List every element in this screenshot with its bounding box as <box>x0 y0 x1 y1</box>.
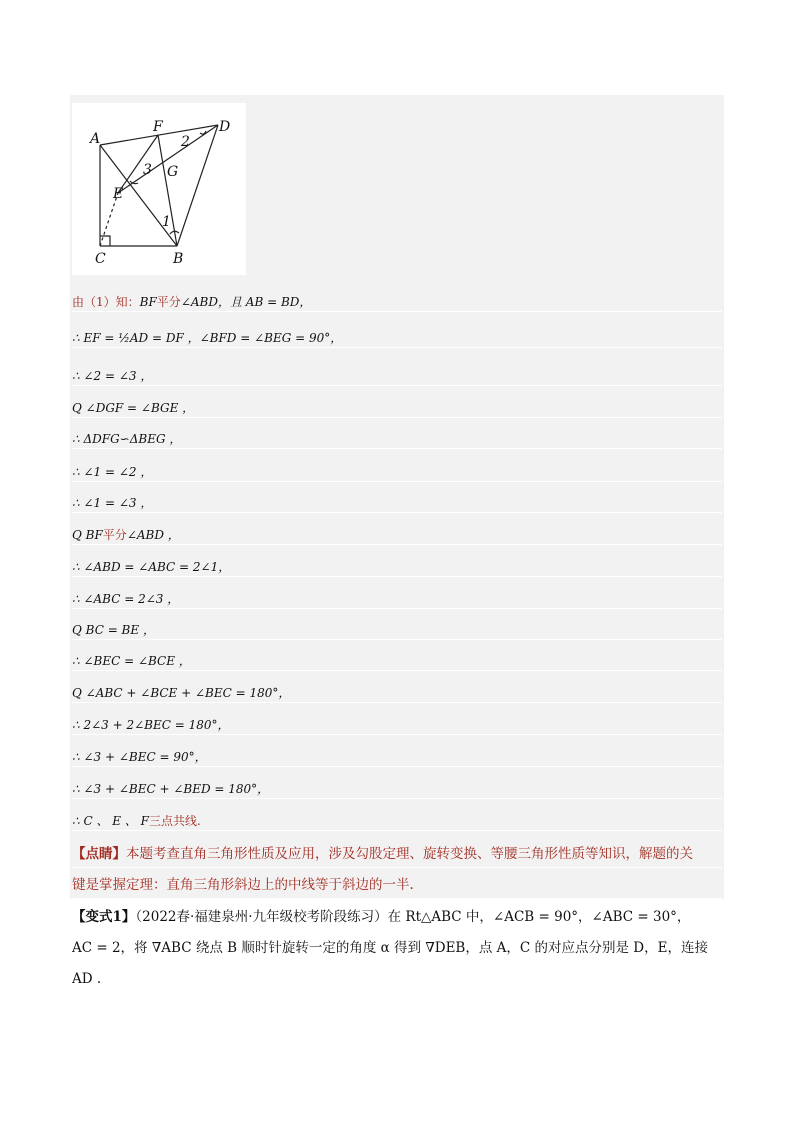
label-A: A <box>90 131 101 147</box>
hint-line-1: 【点睛】本题考查直角三角形性质及应用，涉及勾股定理、旋转变换、等腰三角形性质等知识，解题的关 <box>72 841 722 868</box>
solution-line-12: ∴ ∠BEC = ∠BCE ， <box>72 652 722 671</box>
solution-line-11: Q BC = BE ， <box>72 621 722 640</box>
solution-line-2: ∴ EF = ½AD = DF ，∠BFD = ∠BEG = 90°， <box>72 329 722 348</box>
label-C: C <box>95 251 106 267</box>
solution-line-3: ∴ ∠2 = ∠3 ， <box>72 367 722 386</box>
geometry-figure <box>72 103 246 275</box>
label-D: D <box>219 119 231 135</box>
solution-line-5: ∴ ΔDFG∽ΔBEG ， <box>72 430 722 449</box>
solution-line-6: ∴ ∠1 = ∠2 ， <box>72 463 722 482</box>
variant-line-2: AC = 2，将 ∇ABC 绕点 B 顺时针旋转一定的角度 α 得到 ∇DEB，点 A，C 的对应点分别是 D，E，连接 <box>72 940 708 956</box>
hint-tag: 【点睛】 <box>72 846 126 862</box>
label-F: F <box>153 119 163 135</box>
label-2: 2 <box>181 134 190 150</box>
label-3: 3 <box>143 162 152 178</box>
geometry-diagram <box>72 103 246 275</box>
hint-line-2: 键是掌握定理：直角三角形斜边上的中线等于斜边的一半. <box>72 872 722 899</box>
variant-tag: 【变式1】 <box>72 909 136 925</box>
variant-line-1: 【变式1】（2022春·福建泉州·九年级校考阶段练习）在 Rt△ABC 中，∠ACB = 90°，∠ABC = 30°， <box>72 909 691 925</box>
solution-line-4: Q ∠DGF = ∠BGE ， <box>72 399 722 418</box>
solution-line-7: ∴ ∠1 = ∠3 ， <box>72 494 722 513</box>
solution-line-17: ∴ C 、 E 、 F三点共线. <box>72 812 722 831</box>
solution-line-16: ∴ ∠3 + ∠BEC + ∠BED = 180°， <box>72 780 722 799</box>
solution-line-13: Q ∠ABC + ∠BCE + ∠BEC = 180°， <box>72 684 722 703</box>
label-1: 1 <box>162 214 171 230</box>
label-B: B <box>173 251 184 267</box>
solution-line-8: Q BF平分∠ABD ， <box>72 526 722 545</box>
solution-line-15: ∴ ∠3 + ∠BEC = 90°， <box>72 748 722 767</box>
solution-line-10: ∴ ∠ABC = 2∠3 ， <box>72 590 722 609</box>
variant-line-3: AD . <box>72 971 102 987</box>
label-G: G <box>167 164 179 180</box>
label-E: E <box>113 186 124 202</box>
solution-line-14: ∴ 2∠3 + 2∠BEC = 180°， <box>72 716 722 735</box>
solution-line-1: 由（1）知：BF平分∠ABD，且 AB = BD， <box>72 293 722 312</box>
solution-line-9: ∴ ∠ABD = ∠ABC = 2∠1， <box>72 558 722 577</box>
